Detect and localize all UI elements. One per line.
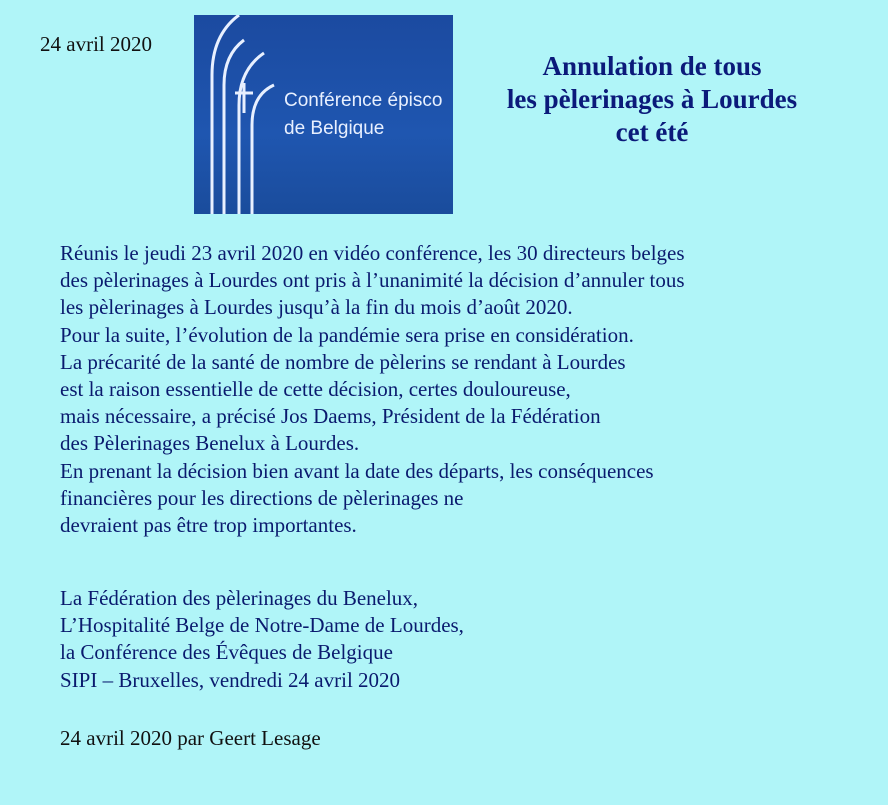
article-title (462, 50, 842, 149)
date-top: 24 avril 2020 (40, 32, 152, 56)
logo-arches-graphic (194, 15, 453, 214)
signature-line: L’Hospitalité Belge de Notre-Dame de Lourdes, (60, 613, 464, 638)
body-line: En prenant la décision bien avant la date des départs, les conséquences (60, 458, 654, 483)
title-line2: les pèlerinages à Lourdes (506, 84, 798, 114)
logo-text-line2: de Belgique (284, 118, 385, 139)
title-line3: cet été (615, 117, 689, 147)
body-line: est la raison essentielle de cette décision, certes douloureuse, (60, 377, 571, 402)
signature-line: la Conférence des Évêques de Belgique (60, 640, 393, 665)
body-line: des Pèlerinages Benelux à Lourdes. (60, 431, 360, 456)
body-line: devraient pas être trop importantes. (60, 513, 357, 538)
body-line: les pèlerinages à Lourdes jusqu’à la fin du mois d’août 2020. (60, 295, 573, 320)
signature-line: SIPI – Bruxelles, vendredi 24 avril 2020 (60, 667, 401, 692)
logo-text-line1: Conférence épisco (284, 90, 443, 111)
body-line: des pèlerinages à Lourdes ont pris à l’unanimité la décision d’annuler tous (60, 268, 685, 293)
signature-line: La Fédération des pèlerinages du Benelux, (60, 586, 419, 610)
article-body (60, 240, 860, 539)
body-line: La précarité de la santé de nombre de pèlerins se rendant à Lourdes (60, 349, 626, 374)
title-line1: Annulation de tous (542, 51, 762, 81)
body-line: financières pour les directions de pèlerinages ne (60, 485, 464, 510)
body-line: Pour la suite, l’évolution de la pandémie sera prise en considération. (60, 322, 634, 347)
byline: 24 avril 2020 par Geert Lesage (60, 726, 321, 750)
bishops-conference-logo (194, 15, 453, 214)
body-line: mais nécessaire, a précisé Jos Daems, Président de la Fédération (60, 404, 601, 429)
body-line: Réunis le jeudi 23 avril 2020 en vidéo conférence, les 30 directeurs belges (60, 241, 685, 265)
signatures (60, 585, 860, 694)
